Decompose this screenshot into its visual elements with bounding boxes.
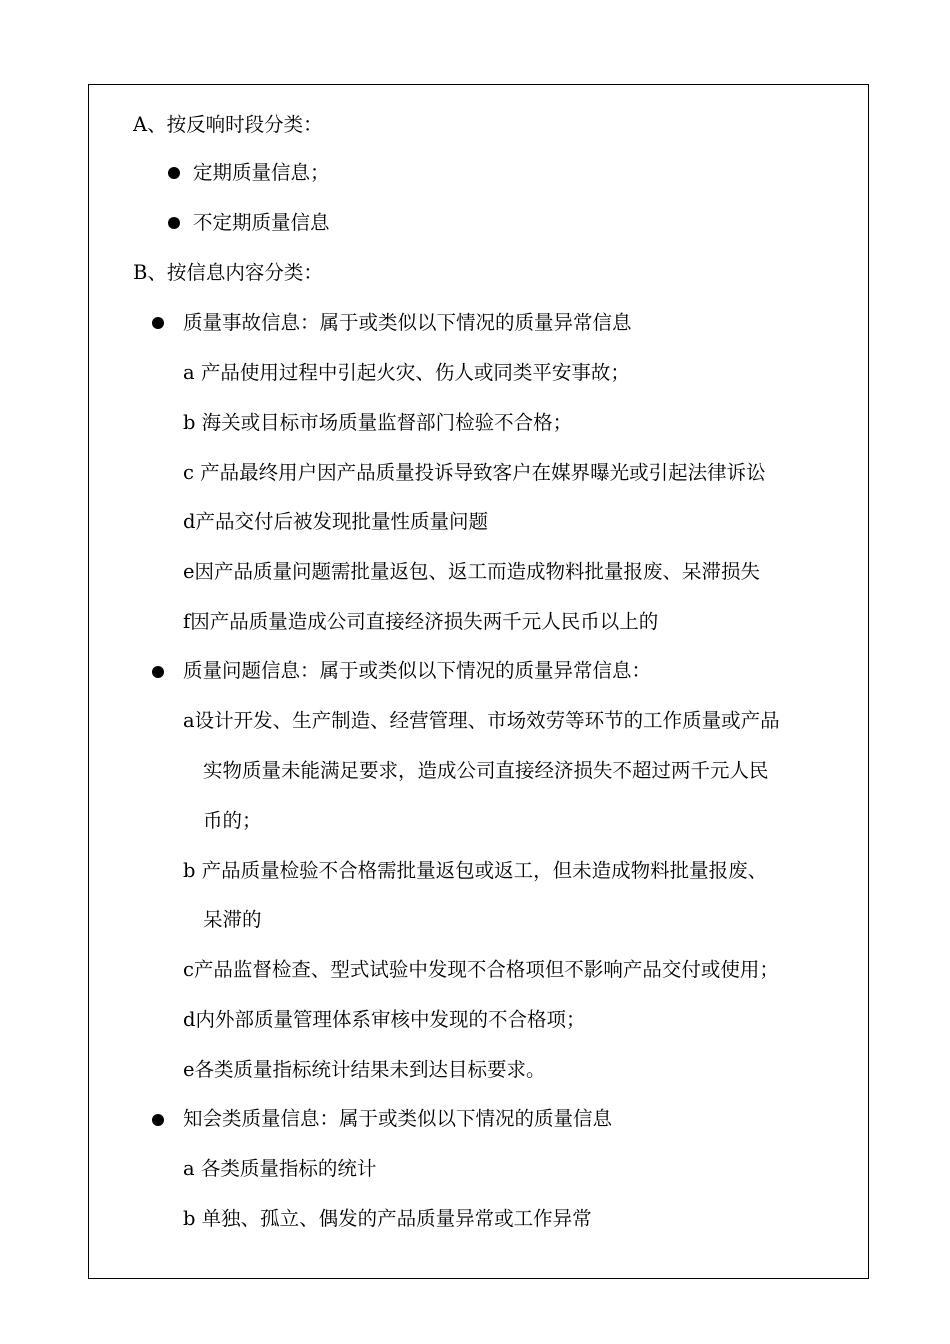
list-item: a 产品使用过程中引起火灾、伤人或同类平安事故； <box>183 361 630 384</box>
section-b-heading: B、按信息内容分类： <box>133 261 323 284</box>
bullet-icon <box>168 167 180 179</box>
bullet-icon <box>168 217 180 229</box>
section-a-heading: A、按反响时段分类： <box>133 113 323 136</box>
list-item: c产品监督检查、型式试验中发现不合格项但不影响产品交付或使用； <box>183 958 779 981</box>
list-item: a设计开发、生产制造、经营管理、市场效劳等环节的工作质量或产品 <box>183 709 780 732</box>
group-title: 知会类质量信息：属于或类似以下情况的质量信息 <box>183 1107 613 1130</box>
list-item: b 产品质量检验不合格需批量返包或返工，但未造成物料批量报废、 <box>183 859 768 882</box>
section-a-item: 定期质量信息； <box>193 161 330 184</box>
section-a-item: 不定期质量信息 <box>193 211 330 234</box>
bullet-icon <box>152 666 164 678</box>
list-item: b 海关或目标市场质量监督部门检验不合格； <box>183 411 573 434</box>
list-item: f因产品质量造成公司直接经济损失两千元人民币以上的 <box>183 610 659 633</box>
bullet-icon <box>152 317 164 329</box>
list-item: d内外部质量管理体系审核中发现的不合格项； <box>183 1008 586 1031</box>
list-item: d产品交付后被发现批量性质量问题 <box>183 510 488 533</box>
list-item: e因产品质量问题需批量返包、返工而造成物料批量报废、呆滞损失 <box>183 560 761 583</box>
list-item: c 产品最终用户因产品质量投诉导致客户在媒界曝光或引起法律诉讼 <box>183 461 766 484</box>
list-item: b 单独、孤立、偶发的产品质量异常或工作异常 <box>183 1207 592 1230</box>
list-item-continuation: 币的； <box>203 809 262 832</box>
group-title: 质量事故信息：属于或类似以下情况的质量异常信息 <box>183 311 632 334</box>
group-title: 质量问题信息：属于或类似以下情况的质量异常信息： <box>183 659 652 682</box>
list-item: e各类质量指标统计结果未到达目标要求。 <box>183 1058 546 1081</box>
list-item-continuation: 呆滞的 <box>203 908 262 931</box>
list-item: a 各类质量指标的统计 <box>183 1157 377 1180</box>
list-item-continuation: 实物质量未能满足要求，造成公司直接经济损失不超过两千元人民 <box>203 759 769 782</box>
bullet-icon <box>152 1114 164 1126</box>
